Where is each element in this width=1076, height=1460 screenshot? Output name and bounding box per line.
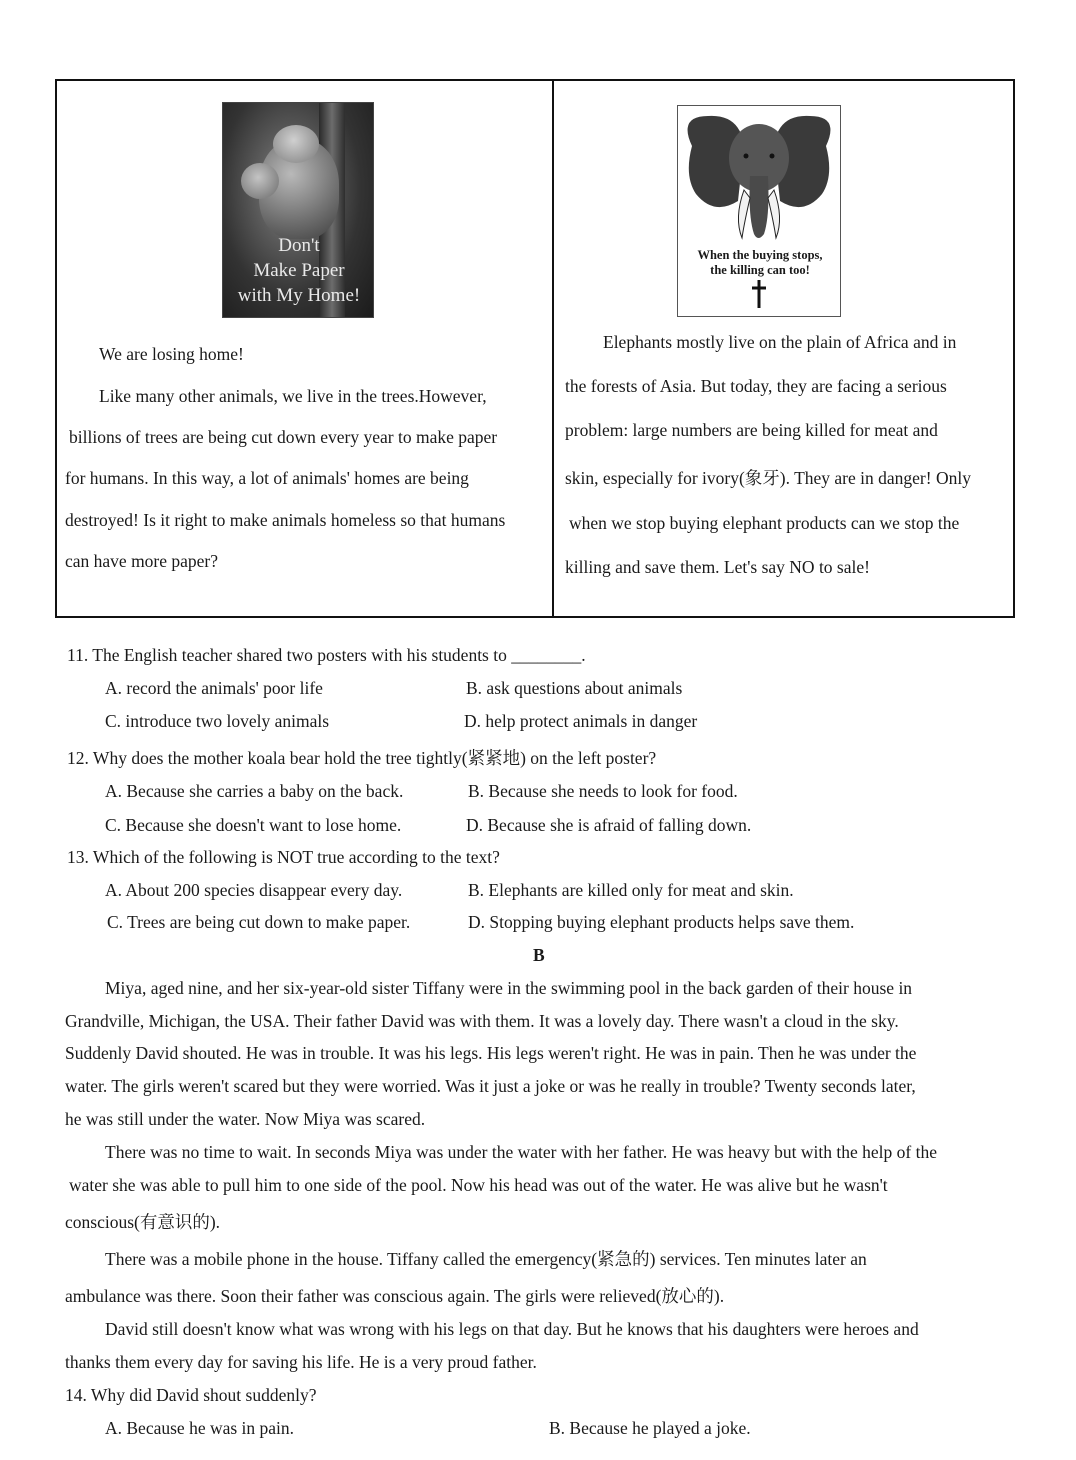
passage-line-8: conscious(有意识的). (65, 1212, 221, 1232)
baby-koala (241, 163, 279, 199)
left-poster-line-1: We are losing home! (99, 344, 244, 364)
elephant-illustration (678, 106, 840, 316)
question-12-stem: 12. Why does the mother koala bear hold the tree tightly(紧紧地) on the left poster? (67, 748, 657, 768)
passage-line-9: There was a mobile phone in the house. Tiffany called the emergency(紧急的) services. Ten minutes later an (105, 1249, 867, 1269)
question-14-option-a: A. Because he was in pain. (105, 1418, 295, 1438)
question-11-stem: 11. The English teacher shared two posters with his students to ________. (67, 645, 586, 665)
left-poster-line-2: Like many other animals, we live in the trees.However, (99, 386, 487, 406)
passage-line-7: water she was able to pull him to one side of the pool. Now his head was out of the water. He was alive but he wasn't (69, 1175, 888, 1195)
passage-line-1: Miya, aged nine, and her six-year-old sister Tiffany were in the swimming pool in the back garden of their house in (105, 978, 913, 998)
right-poster-line-6: killing and save them. Let's say NO to sale! (565, 557, 870, 577)
passage-line-11: David still doesn't know what was wrong with his legs on that day. But he knows that his daughters were heroes and (105, 1319, 919, 1339)
right-poster-line-3: problem: large numbers are being killed for meat and (565, 420, 938, 440)
section-b-heading: B (533, 945, 545, 965)
right-poster-line-4: skin, especially for ivory(象牙). They are in danger! Only (565, 468, 971, 488)
left-poster-line-3: billions of trees are being cut down every year to make paper (69, 427, 498, 447)
right-poster-line-2: the forests of Asia. But today, they are facing a serious (565, 376, 947, 396)
passage-line-5: he was still under the water. Now Miya was scared. (65, 1109, 426, 1129)
question-12-option-d: D. Because she is afraid of falling down. (466, 815, 752, 835)
koala-poster-image (222, 102, 374, 318)
question-12-option-c: C. Because she doesn't want to lose home. (105, 815, 402, 835)
passage-line-6: There was no time to wait. In seconds Miya was under the water with her father. He was heavy but with the help of the (105, 1142, 937, 1162)
left-poster-line-6: can have more paper? (65, 551, 219, 571)
left-poster-line-4: for humans. In this way, a lot of animals' homes are being (65, 468, 469, 488)
question-12-option-b: B. Because she needs to look for food. (468, 781, 738, 801)
question-11-option-a: A. record the animals' poor life (105, 678, 323, 698)
passage-line-4: water. The girls weren't scared but they were worried. Was it just a joke or was he really in trouble? Twenty seconds later, (65, 1076, 916, 1096)
question-11-option-b: B. ask questions about animals (466, 678, 683, 698)
elephant-poster-image (677, 105, 841, 317)
passage-line-2: Grandville, Michigan, the USA. Their father David was with them. It was a lovely day. There wasn't a cloud in the sky. (65, 1011, 899, 1031)
left-poster-line-5: destroyed! Is it right to make animals homeless so that humans (65, 510, 506, 530)
question-13-option-a: A. About 200 species disappear every day. (105, 880, 403, 900)
elephant-poster-caption: When the buying stops, the killing can too! (697, 248, 823, 277)
passage-line-3: Suddenly David shouted. He was in trouble. It was his legs. His legs weren't right. He was in pain. Then he was under the (65, 1043, 917, 1063)
question-13-stem: 13. Which of the following is NOT true according to the text? (67, 847, 500, 867)
question-14-stem: 14. Why did David shout suddenly? (65, 1385, 317, 1405)
question-13-option-d: D. Stopping buying elephant products helps save them. (468, 912, 855, 932)
right-poster-line-5: when we stop buying elephant products can we stop the (569, 513, 960, 533)
right-poster-line-1: Elephants mostly live on the plain of Africa and in (603, 332, 957, 352)
question-11-option-c: C. introduce two lovely animals (105, 711, 330, 731)
question-14-option-b: B. Because he played a joke. (549, 1418, 751, 1438)
question-11-option-d: D. help protect animals in danger (464, 711, 698, 731)
question-12-option-a: A. Because she carries a baby on the back. (105, 781, 404, 801)
poster-divider (552, 79, 554, 618)
question-13-option-b: B. Elephants are killed only for meat and skin. (468, 880, 794, 900)
koala-head (273, 125, 319, 163)
koala-poster-caption: Don't Make Paper with My Home! (237, 235, 361, 306)
passage-line-10: ambulance was there. Soon their father was conscious again. The girls were relieved(放心的). (65, 1286, 725, 1306)
question-13-option-c: C. Trees are being cut down to make paper. (107, 912, 411, 932)
passage-line-12: thanks them every day for saving his life. He is a very proud father. (65, 1352, 537, 1372)
